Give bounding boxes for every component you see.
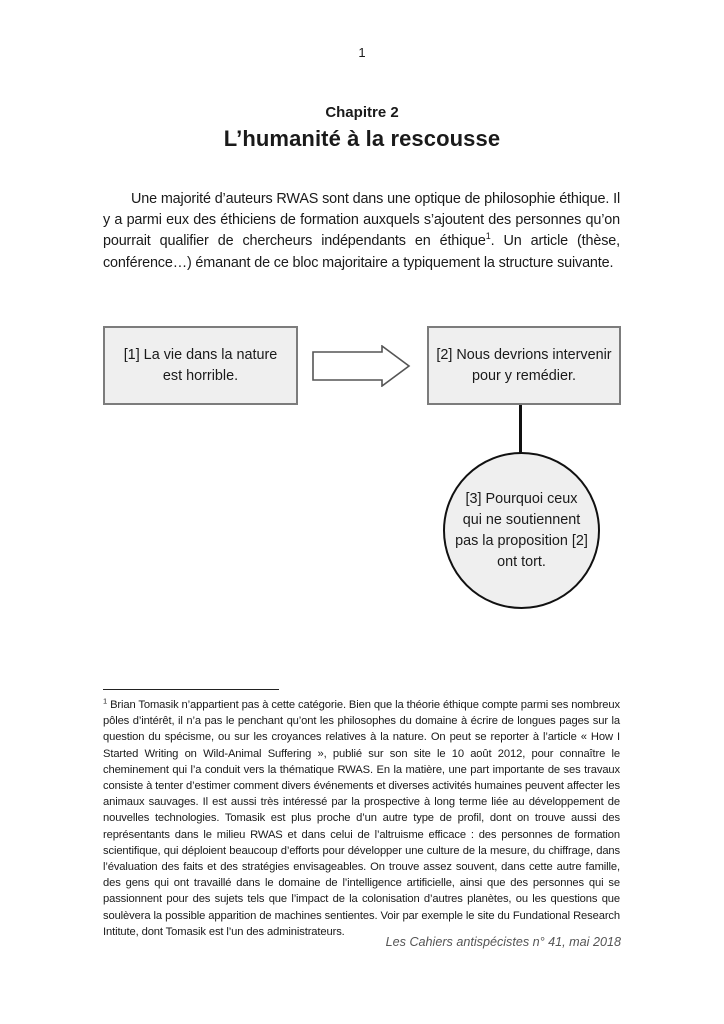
circle-rebuttal-text: [3] Pourquoi ceux qui ne soutiennent pas la proposition [2] ont tort.	[455, 490, 588, 570]
box-conclusion-text: [2] Nous devrions intervenir pour y remédier.	[436, 346, 612, 384]
footnote	[103, 697, 620, 940]
journal-footer: Les Cahiers antispécistes n° 41, mai 2018	[385, 935, 621, 949]
intro-text-2: . Un article (thèse, conférence…) émanant de ce bloc majoritaire a typiquement la structure suivante.	[103, 233, 620, 271]
footnote-reference[interactable]: 1	[485, 231, 491, 242]
box-premise-text: [1] La vie dans la nature est horrible.	[123, 346, 278, 384]
intro-text-1: Une majorité d’auteurs RWAS sont dans une optique de philosophie éthique. Il y a parmi eux des éthiciens de formation auxquels s’ajoutent des personnes qu’on pourrait qualifier de chercheurs indépendants en éthique	[103, 191, 620, 250]
right-arrow-icon	[312, 345, 412, 387]
diagram-circle-rebuttal	[443, 452, 600, 609]
page-number: 1	[358, 45, 366, 60]
chapter-title: L’humanité à la rescousse	[223, 126, 501, 151]
diagram-connector-line	[519, 405, 522, 453]
diagram-box-conclusion	[427, 326, 621, 405]
diagram-box-premise	[103, 326, 298, 405]
footnote-text: Brian Tomasik n’appartient pas à cette catégorie. Bien que la théorie éthique compte parmi ses nombreux pôles d’intérêt, il n’a pas le penchant qu’ont les philosophes du domaine à écrire de longues pages sur la question du spécisme, ou sur les croyances relatives à la nature. On peut se reporter à l’article « How I Started Writing on Wild-Animal Suffering », publié sur son site le 10 août 2012, pour connaître le cheminement qui l’a conduit vers la thématique RWAS. En la matière, une part importante de ses travaux consiste à tenter d’estimer comment divers événements et diverses activités humaines peuvent affecter les animaux sauvages. Il est aussi très intéressé par la prospective à long terme liée au développement de nouvelles technologies. Tomasik est plus proche d’un autre type de profil, dont on trouve aussi des représentants dans le milieu RWAS et dans celui de l’altruisme efficace : des personnes de formation scientifique, qui déploient beaucoup d’efforts pour développer une culture de la mesure, du chiffrage, dans l’évaluation des faits et des stratégies envisageables. On trouve assez souvent, dans cette autre famille, des gens qui ont travaillé dans le domaine de l’intelligence artificielle, ainsi que des personnes qui se passionnent pour des sujets tels que l’impact de la colonisation d’autres planètes, ou les questions que soulèvera la possible apparition de machines sentientes. Voir par exemple le site du Fundational Research Intitute, dont Tomasik est l’un des administrateurs.	[103, 699, 620, 938]
chapter-label: Chapitre 2	[325, 104, 399, 121]
footnote-marker: 1	[103, 696, 108, 706]
footnote-separator	[103, 689, 279, 690]
intro-paragraph	[103, 189, 620, 274]
